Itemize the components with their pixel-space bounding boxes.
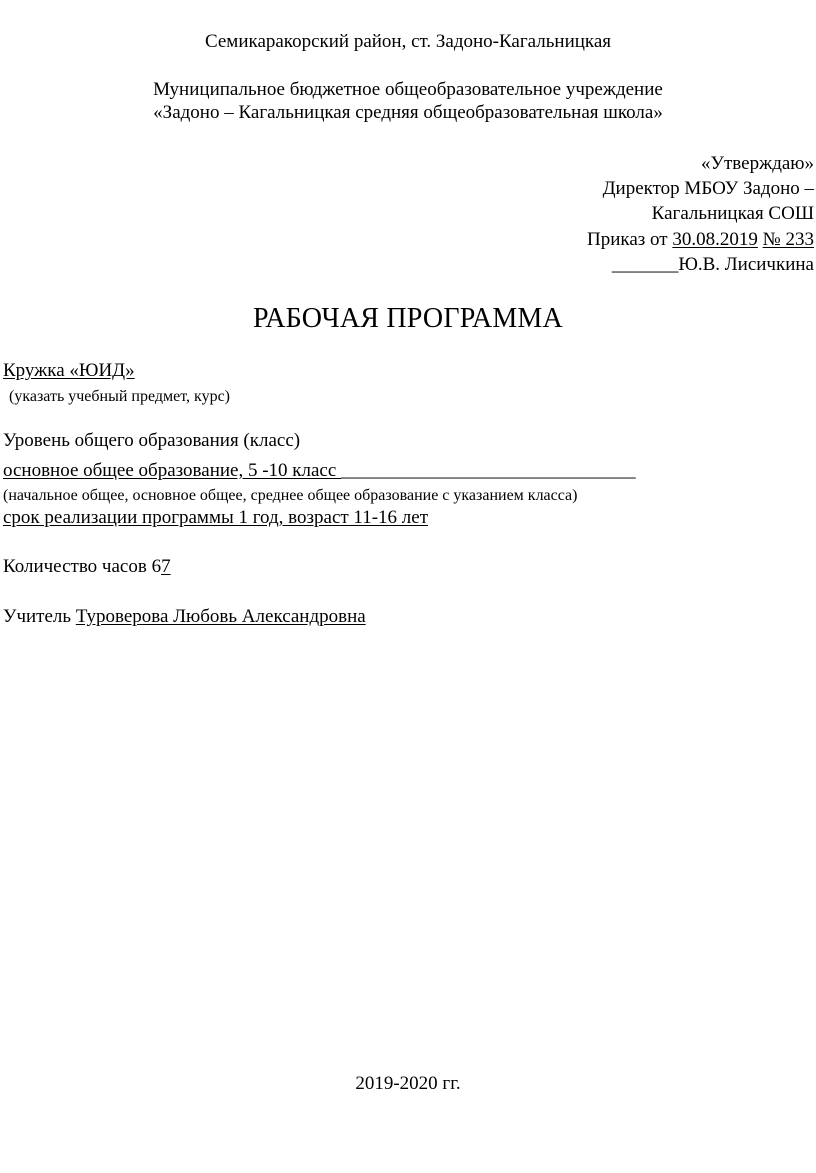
academic-year: 2019-2020 гг. <box>355 1073 461 1094</box>
signature-blank: _______ <box>611 254 679 275</box>
hours-value-plain: 6 <box>151 556 162 577</box>
approve-label: «Утверждаю» <box>701 153 814 174</box>
director-line-1: Директор МБОУ Задоно – <box>602 178 814 199</box>
level-label: Уровень общего образования (класс) <box>3 430 301 451</box>
program-term: срок реализации программы 1 год, возраст 11-16 лет <box>3 507 429 528</box>
hours-line <box>3 556 171 578</box>
signature-name: Ю.В. Лисичкина <box>678 254 814 275</box>
order-date: 30.08.2019 <box>672 229 758 250</box>
course-hint: (указать учебный предмет, курс) <box>9 388 231 405</box>
director-line-2: Кагальницкая СОШ <box>651 203 814 224</box>
course-name: Кружка «ЮИД» <box>3 360 135 381</box>
institution-line-2: «Задоно – Кагальницкая средняя общеобразовательная школа» <box>153 102 663 123</box>
page-title: РАБОЧАЯ ПРОГРАММА <box>253 303 563 334</box>
hours-value-underlined: 7 <box>161 556 171 577</box>
institution-line-1: Муниципальное бюджетное общеобразовательное учреждение <box>153 79 663 100</box>
order-number: № 233 <box>762 229 814 250</box>
level-blank: _______________________________ <box>341 460 636 481</box>
level-hint: (начальное общее, основное общее, среднее общее образование с указанием класса) <box>3 487 578 504</box>
hours-label: Количество часов <box>3 556 152 577</box>
district-line: Семикаракорский район, ст. Задоно-Кагальницкая <box>204 31 612 52</box>
teacher-name: Туроверова Любовь Александровна <box>75 606 366 627</box>
order-prefix: Приказ от <box>587 229 673 250</box>
order-line <box>587 229 814 251</box>
teacher-line <box>3 606 366 628</box>
level-value: основное общее образование, 5 -10 класс <box>3 460 342 481</box>
signature-line <box>612 254 814 276</box>
level-value-line <box>3 460 636 482</box>
teacher-label: Учитель <box>3 606 76 627</box>
